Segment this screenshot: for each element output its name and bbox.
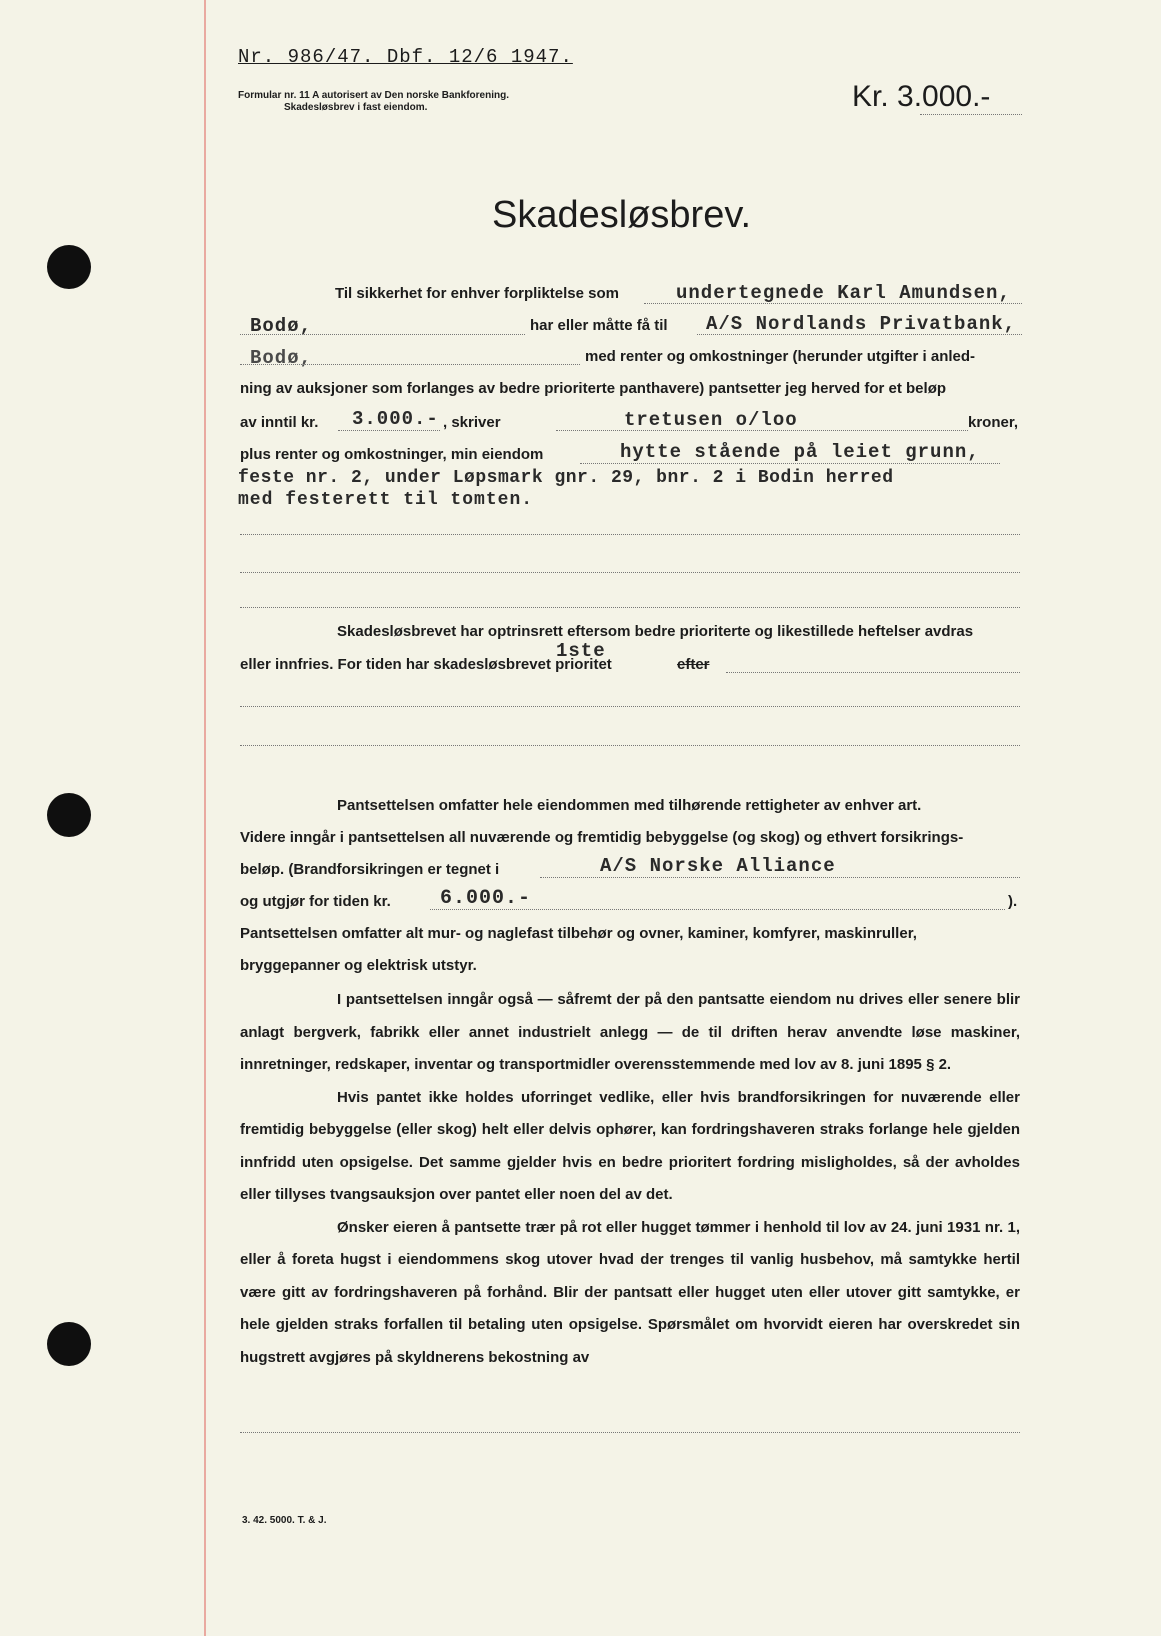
pledge-line-6: bryggepanner og elektrisk utstyr. (240, 957, 477, 974)
dotted-line (240, 572, 1020, 573)
paragraph-timber: Ønsker eieren å pantsette trær på rot eller hugget tømmer i henhold til lov av 24. juni 1931 nr. 1, eller å foreta hugst i eiendommens skog utover hvad der trenges til vanlig husbehov, må samtykke hertil være gitt av fordringshaveren på forhånd. Blir der pantsatt eller hugget uten eller utover gitt samtykke, er hele gjelden straks forfallen til betaling uten opsigelse. Spørsmålet om hvorvidt eieren har overskredet sin hugstrett avgjøres på skyldnerens bekostning av (240, 1218, 1020, 1366)
pledge-line-4-end: ). (1008, 893, 1018, 910)
punch-hole (47, 1322, 91, 1366)
dotted-line (240, 745, 1020, 746)
dotted-line (580, 463, 1000, 464)
dotted-line (726, 672, 1020, 673)
dotted-line (540, 877, 1020, 878)
line3-label: med renter og omkostninger (herunder utgifter i anled- (585, 348, 976, 365)
amount-words: tretusen o/loo (624, 409, 798, 431)
dotted-line (240, 534, 1020, 535)
pledge-line-1: Pantsettelsen omfatter hele eiendommen med tilhørende rettigheter av enhver art. (337, 797, 922, 814)
punch-hole (47, 793, 91, 837)
registration-number: Nr. 986/47. Dbf. 12/6 1947. (238, 46, 573, 68)
line2-label: har eller måtte få til (530, 317, 668, 334)
document-title: Skadesløsbrev. (492, 194, 752, 236)
dotted-line (338, 430, 440, 431)
line5-label-b: , skriver (443, 414, 501, 431)
dotted-line (240, 1432, 1020, 1433)
dotted-line (240, 364, 580, 365)
margin-line (204, 0, 206, 1636)
pledge-line-3-label: beløp. (Brandforsikringen er tegnet i (240, 861, 500, 878)
property-line-1: hytte stående på leiet grunn, (620, 441, 980, 463)
formular-line-1: Formular nr. 11 A autorisert av Den norske Bankforening. (238, 90, 510, 101)
insured-amount: 6.000.- (440, 887, 532, 910)
priority-line-1: Skadesløsbrevet har optrinsrett eftersom bedre prioriterte og likestillede heftelser avdras (337, 623, 974, 640)
debtor-place: Bodø, (250, 315, 313, 337)
priority-struck-word: efter (677, 656, 710, 673)
pledge-line-4-label: og utgjør for tiden kr. (240, 893, 391, 910)
property-line-3: med festerett til tomten. (238, 490, 534, 510)
amount-digits: 3.000.- (352, 408, 439, 430)
amount-underline (920, 114, 1022, 115)
priority-line-2: eller innfries. For tiden har skadesløsbrevet prioritet (240, 656, 612, 673)
dotted-line (240, 334, 525, 335)
formular-line-2: Skadesløsbrev i fast eiendom. (284, 102, 428, 113)
paragraph-industrial: I pantsettelsen inngår også — såfremt der på den pantsatte eiendom nu drives eller senere blir anlagt bergverk, fabrikk eller annet industrielt anlegg — de til driften herav anvendte løse maskiner, innretninger, redskaper, inventar og transportmidler overensstemmende med lov av 8. juni 1895 § 2. (240, 991, 1020, 1073)
line1-label: Til sikkerhet for enhver forpliktelse som (335, 285, 619, 302)
dotted-line (240, 607, 1020, 608)
creditor-name: A/S Nordlands Privatbank, (706, 313, 1017, 335)
dotted-line (556, 430, 968, 431)
paragraph-maintenance: Hvis pantet ikke holdes uforringet vedlike, eller hvis brandforsikringen for nuværende eller fremtidig bebyggelse (eller skog) helt eller delvis ophører, kan fordringshaveren straks forlange hele gjelden innfridd uten opsigelse. Det samme gjelder hvis en bedre prioritert fordring misligholdes, så der avholdes eller tillyses tvangsauksjon over pantet eller noen del av det. (240, 1088, 1020, 1203)
priority-rank: 1ste (556, 640, 606, 662)
dotted-line (240, 706, 1020, 707)
line5-label-a: av inntil kr. (240, 414, 319, 431)
pledge-line-2: Videre inngår i pantsettelsen all nuværende og fremtidig bebyggelse (og skog) og ethvert forsikrings- (240, 829, 964, 846)
legal-paragraphs (240, 984, 1020, 1374)
printer-mark: 3. 42. 5000. T. & J. (242, 1515, 327, 1526)
line4-text: ning av auksjoner som forlanges av bedre prioriterte panthavere) pantsetter jeg herved for et beløp (240, 380, 947, 397)
line6-label: plus renter og omkostninger, min eiendom (240, 446, 544, 463)
property-line-2: feste nr. 2, under Løpsmark gnr. 29, bnr. 2 i Bodin herred (238, 468, 894, 488)
amount-header: Kr. 3.000.- (852, 80, 991, 113)
pledge-line-5: Pantsettelsen omfatter alt mur- og naglefast tilbehør og ovner, kaminer, komfyrer, maskinruller, (240, 925, 917, 942)
creditor-place: Bodø, (250, 347, 313, 369)
debtor-name: undertegnede Karl Amundsen, (676, 282, 1011, 304)
insurer: A/S Norske Alliance (600, 855, 836, 877)
dotted-line (430, 909, 1005, 910)
punch-hole (47, 245, 91, 289)
line5-label-c: kroner, (968, 414, 1019, 431)
